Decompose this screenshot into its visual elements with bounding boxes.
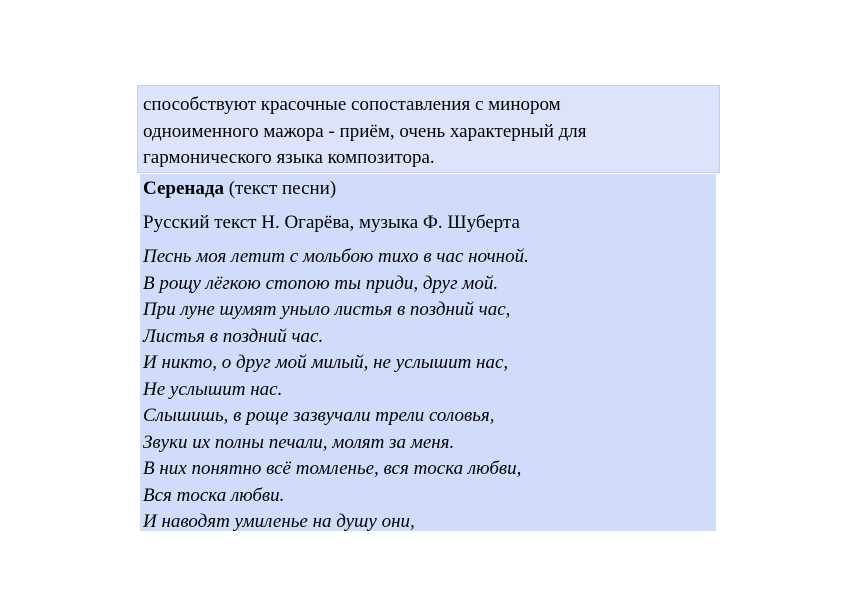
lyrics-line: При луне шумят уныло листья в поздний час, xyxy=(143,299,511,320)
intro-line: одноименного мажора - приём, очень характерный для xyxy=(143,120,587,142)
lyrics-line: Не услышит нас. xyxy=(143,378,283,400)
lyrics-line: В них понятно всё томленье, вся тоска любви, xyxy=(143,458,522,479)
lyrics-line: Звуки их полны печали, молят за меня. xyxy=(143,431,455,453)
lyrics-line: И наводят умиленье на душу они, xyxy=(143,511,415,532)
lyrics xyxy=(143,244,713,536)
song-text-box xyxy=(140,174,716,531)
intro-line: гармонического языка композитора. xyxy=(143,147,435,168)
lyrics-line: Листья в поздний час. xyxy=(143,325,324,347)
song-title-bold: Серенада xyxy=(143,178,224,199)
lyrics-line: В рощу лёгкою стопою ты приди, друг мой. xyxy=(143,272,499,294)
lyrics-line: Слышишь, в роще зазвучали трели соловья, xyxy=(143,405,495,426)
song-credit: Русский текст Н. Огарёва, музыка Ф. Шуберта xyxy=(143,212,520,233)
lyrics-line: Вся тоска любви. xyxy=(143,484,285,506)
intro-line: способствуют красочные сопоставления с минором xyxy=(143,94,561,115)
song-title xyxy=(143,177,713,201)
lyrics-line: Песнь моя летит с мольбою тихо в час ночной. xyxy=(143,246,529,267)
intro-text-box xyxy=(137,85,720,173)
song-title-rest: (текст песни) xyxy=(223,178,337,199)
lyrics-line: И никто, о друг мой милый, не услышит нас, xyxy=(143,352,509,373)
